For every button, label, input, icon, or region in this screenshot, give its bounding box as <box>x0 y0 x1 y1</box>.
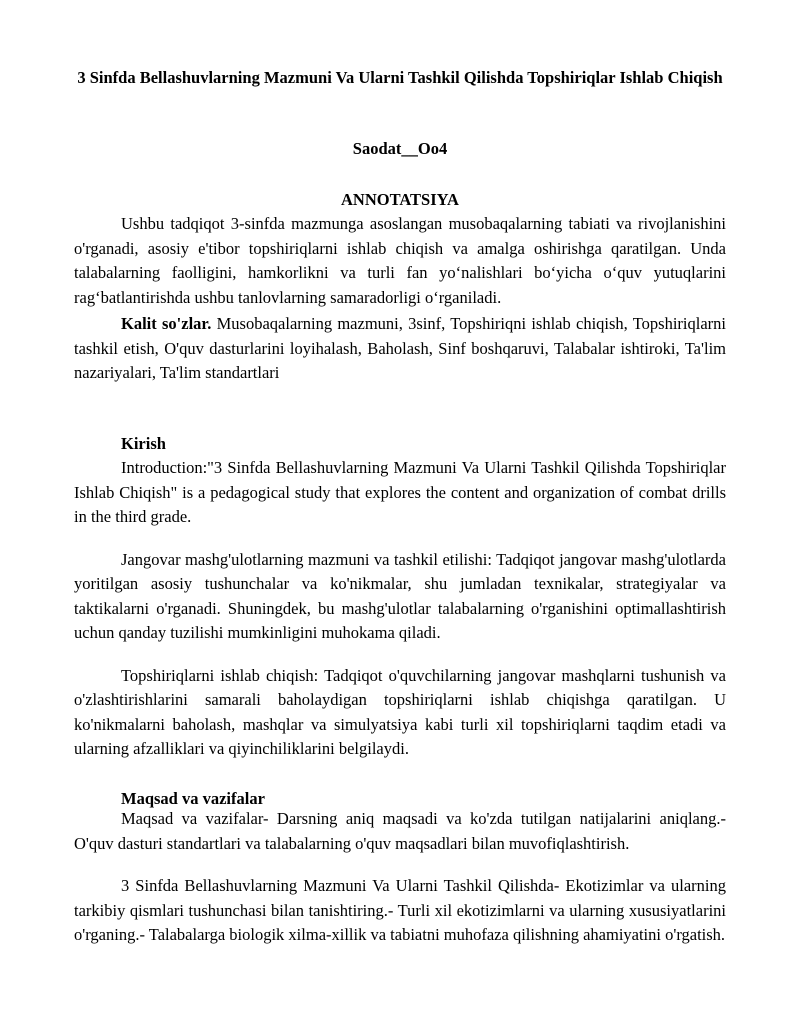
intro-section <box>74 456 726 762</box>
goals-paragraph-1: Maqsad va vazifalar- Darsning aniq maqsadi va ko'zda tutilgan natijalarini aniqlang.- O'quv dasturi standartlari va talabalarning o'quv maqsadlari bilan muvofiqlashtirish. <box>74 809 726 853</box>
annotation-text: Ushbu tadqiqot 3-sinfda mazmunga asoslangan musobaqalarning tabiati va rivojlanishini o'rganadi, asosiy e'tibor topshiriqlarni ishlab chiqish va amalga oshirishga qaratilgan. Unda talabalarning faolligini, hamkorlikni va turli fan yo‘nalishlari bo‘yicha o‘quv yutuqlarini rag‘batlantirishda ushbu tanlovlarning samaradorligi o‘rganiladi. <box>74 214 726 307</box>
annotation-heading: ANNOTATSIYA <box>341 190 459 209</box>
keywords-paragraph <box>74 312 726 386</box>
intro-paragraph-1: Introduction:"3 Sinfda Bellashuvlarning Mazmuni Va Ularni Tashkil Qilishda Topshiriqlar Ishlab Chiqish" is a pedagogical study that explores the content and organization of combat drills in the third grade. <box>74 458 726 526</box>
keywords-label: Kalit so'zlar. <box>121 314 212 333</box>
annotation-section <box>74 212 726 386</box>
keywords-text: Musobaqalarning mazmuni, 3sinf, Topshiriqni ishlab chiqish, Topshiriqlarni tashkil etish, O'quv dasturlarini loyihalash, Baholash, Sinf boshqaruvi, Talabalar ishtiroki, Ta'lim nazariyalari, Ta'lim standartlari <box>74 314 726 382</box>
intro-heading: Kirish <box>121 434 166 453</box>
goals-paragraph-2: 3 Sinfda Bellashuvlarning Mazmuni Va Ularni Tashkil Qilishda- Ekotizimlar va ularning tarkibiy qismlari tushunchasi bilan tanishtiring.- Turli xil ekotizimlarni va ularning xususiyatlarini o'rganing.- Talabalarga biologik xilma-xillik va tabiatni muhofaza qilishning ahamiyatini o'rgatish. <box>74 876 726 944</box>
intro-paragraph-3: Topshiriqlarni ishlab chiqish: Tadqiqot o'quvchilarning jangovar mashqlarni tushunish va o'zlashtirishlarini samarali baholaydigan topshiriqlarni ishlab chiqishga qaratilgan. U ko'nikmalarni baholash, mashqlar va simulyatsiya kabi turli xil topshiriqlarni taqdim etadi va ularning afzalliklari va qiyinchiliklarini belgilaydi. <box>74 665 726 758</box>
intro-paragraph-2: Jangovar mashg'ulotlarning mazmuni va tashkil etilishi: Tadqiqot jangovar mashg'ulotlarda yoritilgan asosiy tushunchalar va ko'nikmalar, shu jumladan texnikalar, strategiyalar va taktikalarni o'rganadi. Shuningdek, bu mashg'ulotlar talabalarning o'rganishini optimallashtirish uchun qanday tuzilishi mumkinligini muhokama qiladi. <box>74 549 726 642</box>
document-title: 3 Sinfda Bellashuvlarning Mazmuni Va Ularni Tashkil Qilishda Topshiriqlar Ishlab Chiqish <box>77 68 723 87</box>
goals-heading: Maqsad va vazifalar <box>121 789 265 808</box>
goals-section <box>74 807 726 948</box>
author-name: Saodat__Oo4 <box>352 139 448 158</box>
